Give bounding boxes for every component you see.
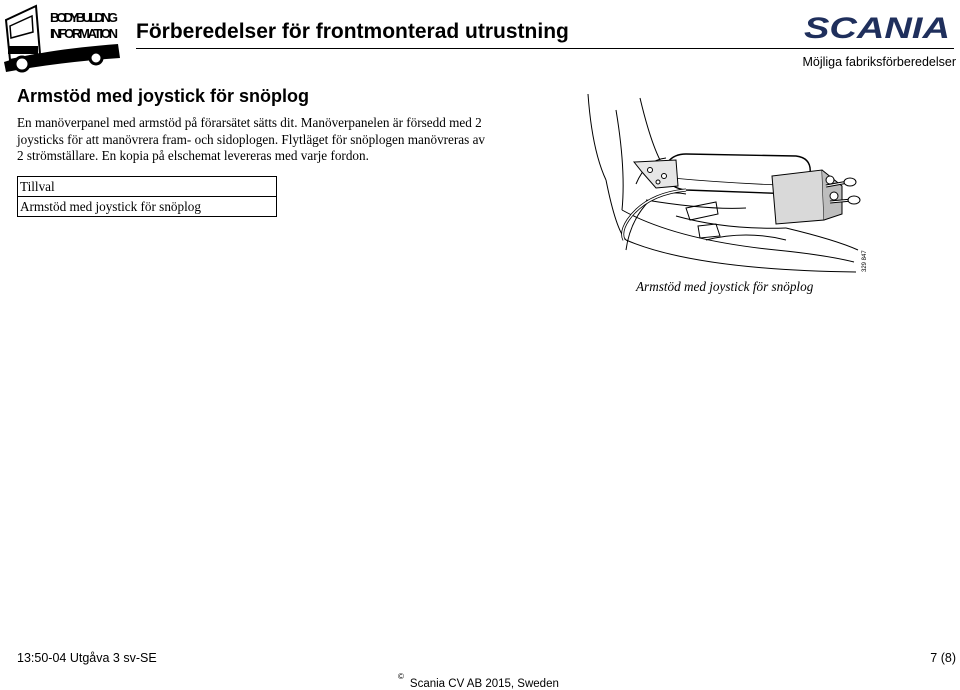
svg-text:SCANIA: SCANIA xyxy=(804,12,950,42)
copyright-notice xyxy=(398,672,559,690)
page-number: 7 (8) xyxy=(930,651,956,665)
logo-text-line2: INFORMATION xyxy=(50,26,118,41)
figure-caption: Armstöd med joystick för snöplog xyxy=(636,279,814,294)
armrest-joystick-illustration xyxy=(586,90,876,280)
logo-text-line1: BODYBUILDING xyxy=(50,10,118,25)
description-text xyxy=(17,115,487,165)
copyright-text: Scania CV AB 2015, Sweden xyxy=(409,677,559,690)
page-heading: Armstöd med joystick för snöplog xyxy=(17,86,310,106)
section-label: Möjliga fabriksförberedelser xyxy=(802,55,956,69)
options-table-row: Armstöd med joystick för snöplog xyxy=(20,199,201,214)
figure-id: 329 847 xyxy=(862,250,868,272)
copyright-symbol: © xyxy=(398,672,404,681)
document-version: 13:50-04 Utgåva 3 sv-SE xyxy=(17,651,157,665)
bodybuilding-information-logo xyxy=(0,0,124,74)
scania-logo xyxy=(804,10,952,42)
options-table xyxy=(17,176,277,217)
options-table-header: Tillval xyxy=(18,177,276,197)
description-paragraph: En manöverpanel med armstöd på förarsätet sätts dit. Manöverpanelen är försedd med 2 joysticks för att manövrera fram- och sidoplogen. Flytläget för snöplogen manövreras av 2 strömställare. En kopia på elschemat levereras med varje fordon. xyxy=(17,115,486,163)
document-title: Förberedelser för frontmonterad utrustning xyxy=(136,20,569,43)
header-divider xyxy=(136,48,954,49)
